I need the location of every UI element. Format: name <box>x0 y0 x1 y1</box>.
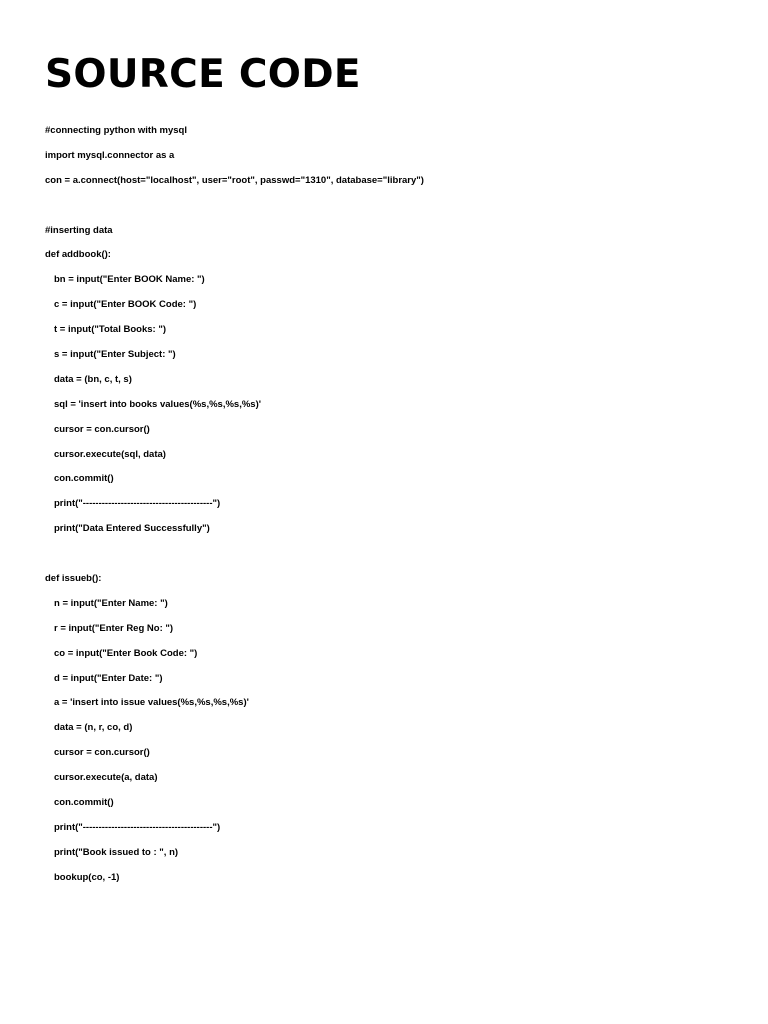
code-line: data = (n, r, co, d) <box>54 722 133 734</box>
code-line: data = (bn, c, t, s) <box>54 373 132 385</box>
code-line: sql = 'insert into books values(%s,%s,%s,%s)' <box>54 398 261 410</box>
code-line: def issueb(): <box>45 573 102 585</box>
blank-line <box>45 542 424 567</box>
code-line: con.commit() <box>54 473 114 485</box>
code-line: print("Data Entered Successfully") <box>54 523 210 535</box>
code-line: cursor = con.cursor() <box>54 747 150 759</box>
code-line: co = input("Enter Book Code: ") <box>54 647 198 659</box>
code-line: print("-----------------------------------------") <box>54 821 221 833</box>
code-line: import mysql.connector as a <box>45 149 175 161</box>
code-line: def addbook(): <box>45 249 111 261</box>
code-line: t = input("Total Books: ") <box>54 324 167 336</box>
code-line: r = input("Enter Reg No: ") <box>54 622 174 634</box>
code-line: con = a.connect(host="localhost", user="root", passwd="1310", database="library") <box>45 174 424 186</box>
code-line: print("-----------------------------------------") <box>54 498 221 510</box>
code-line: #inserting data <box>45 224 113 236</box>
code-line: s = input("Enter Subject: ") <box>54 349 176 361</box>
code-line: d = input("Enter Date: ") <box>54 672 163 684</box>
code-line: cursor.execute(a, data) <box>54 772 158 784</box>
code-line: print("Book issued to : ", n) <box>54 846 179 858</box>
code-line: con.commit() <box>54 797 114 809</box>
code-line: cursor = con.cursor() <box>54 423 150 435</box>
code-line: bookup(co, -1) <box>54 871 120 883</box>
blank-line <box>45 194 424 219</box>
source-code-block <box>45 119 424 891</box>
page-title: SOURCE CODE <box>45 52 361 97</box>
code-line: c = input("Enter BOOK Code: ") <box>54 299 197 311</box>
code-line: cursor.execute(sql, data) <box>54 448 166 460</box>
code-line: a = 'insert into issue values(%s,%s,%s,%s)' <box>54 697 249 709</box>
code-line: #connecting python with mysql <box>45 125 187 136</box>
code-line: bn = input("Enter BOOK Name: ") <box>54 274 205 286</box>
code-line: n = input("Enter Name: ") <box>54 597 168 609</box>
